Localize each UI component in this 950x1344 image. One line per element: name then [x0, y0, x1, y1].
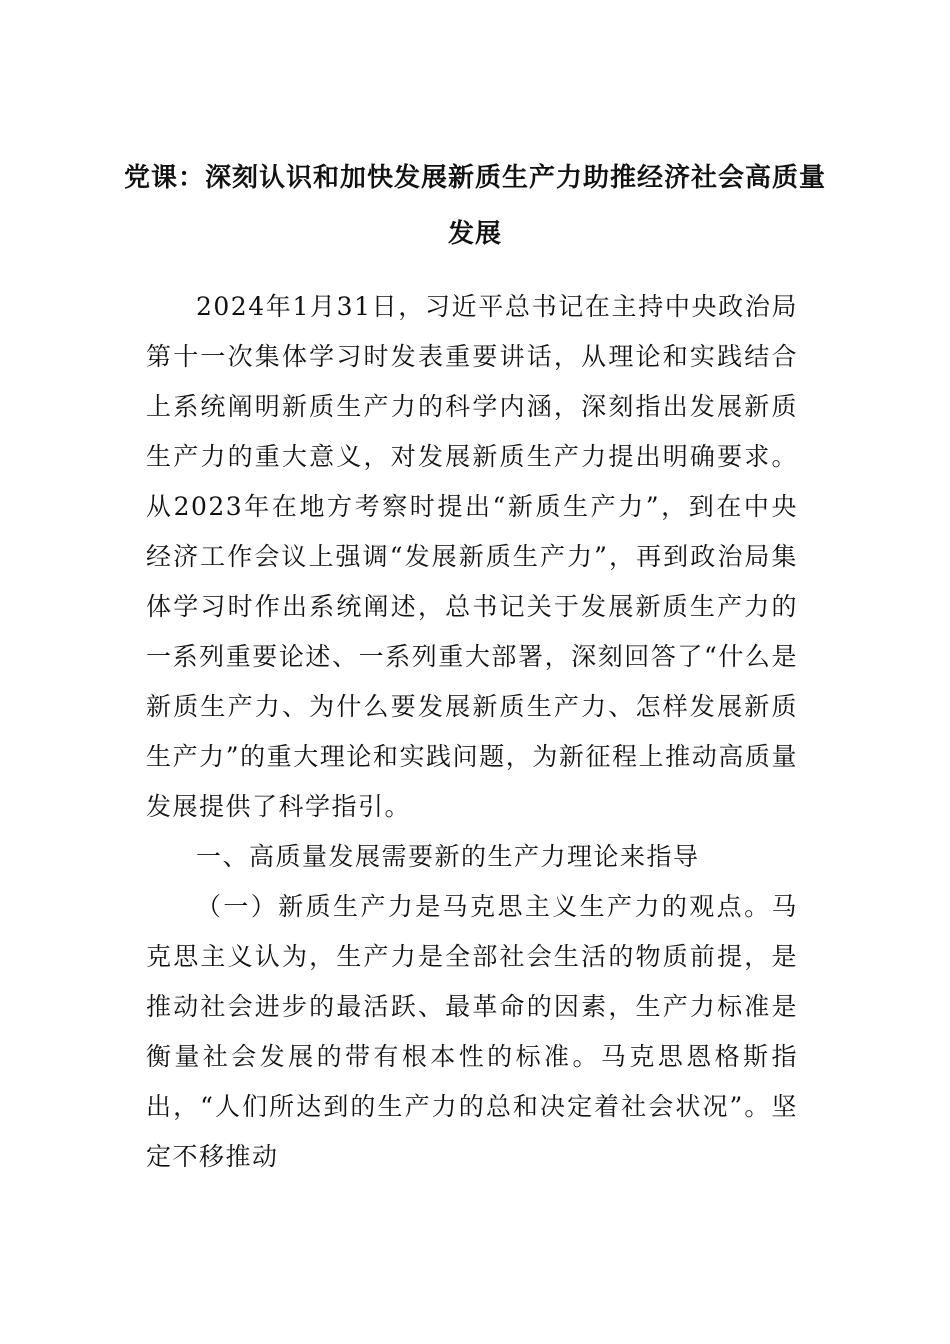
intro-paragraph: 2024年1月31日，习近平总书记在主持中央政治局第十一次集体学习时发表重要讲话，从理论和实践结合上系统阐明新质生产力的科学内涵，深刻指出发展新质生产力的重大意义，对发展新质生产力提出明确要求。从2023年在地方考察时提出“新质生产力”，到在中央经济工作会议上强调“发展新质生产力”，再到政治局集体学习时作出系统阐述，总书记关于发展新质生产力的一系列重要论述、一系列重大部署，深刻回答了“什么是新质生产力、为什么要发展新质生产力、怎样发展新质生产力”的重大理论和实践问题，为新征程上推动高质量发展提供了科学指引。 [146, 292, 798, 821]
section-heading-1: 一、高质量发展需要新的生产力理论来指导 [196, 842, 700, 871]
subsection-paragraph-1: （一）新质生产力是马克思主义生产力的观点。马克思主义认为，生产力是全部社会生活的物质前提，是推动社会进步的最活跃、最革命的因素，生产力标准是衡量社会发展的带有根本性的标准。马克思恩格斯指出，“人们所达到的生产力的总和决定着社会状况”。坚定不移推动 [146, 892, 798, 1171]
document-body [146, 282, 798, 1182]
document-title: 党课：深刻认识和加快发展新质生产力助推经济社会高质量发展 [123, 163, 826, 249]
